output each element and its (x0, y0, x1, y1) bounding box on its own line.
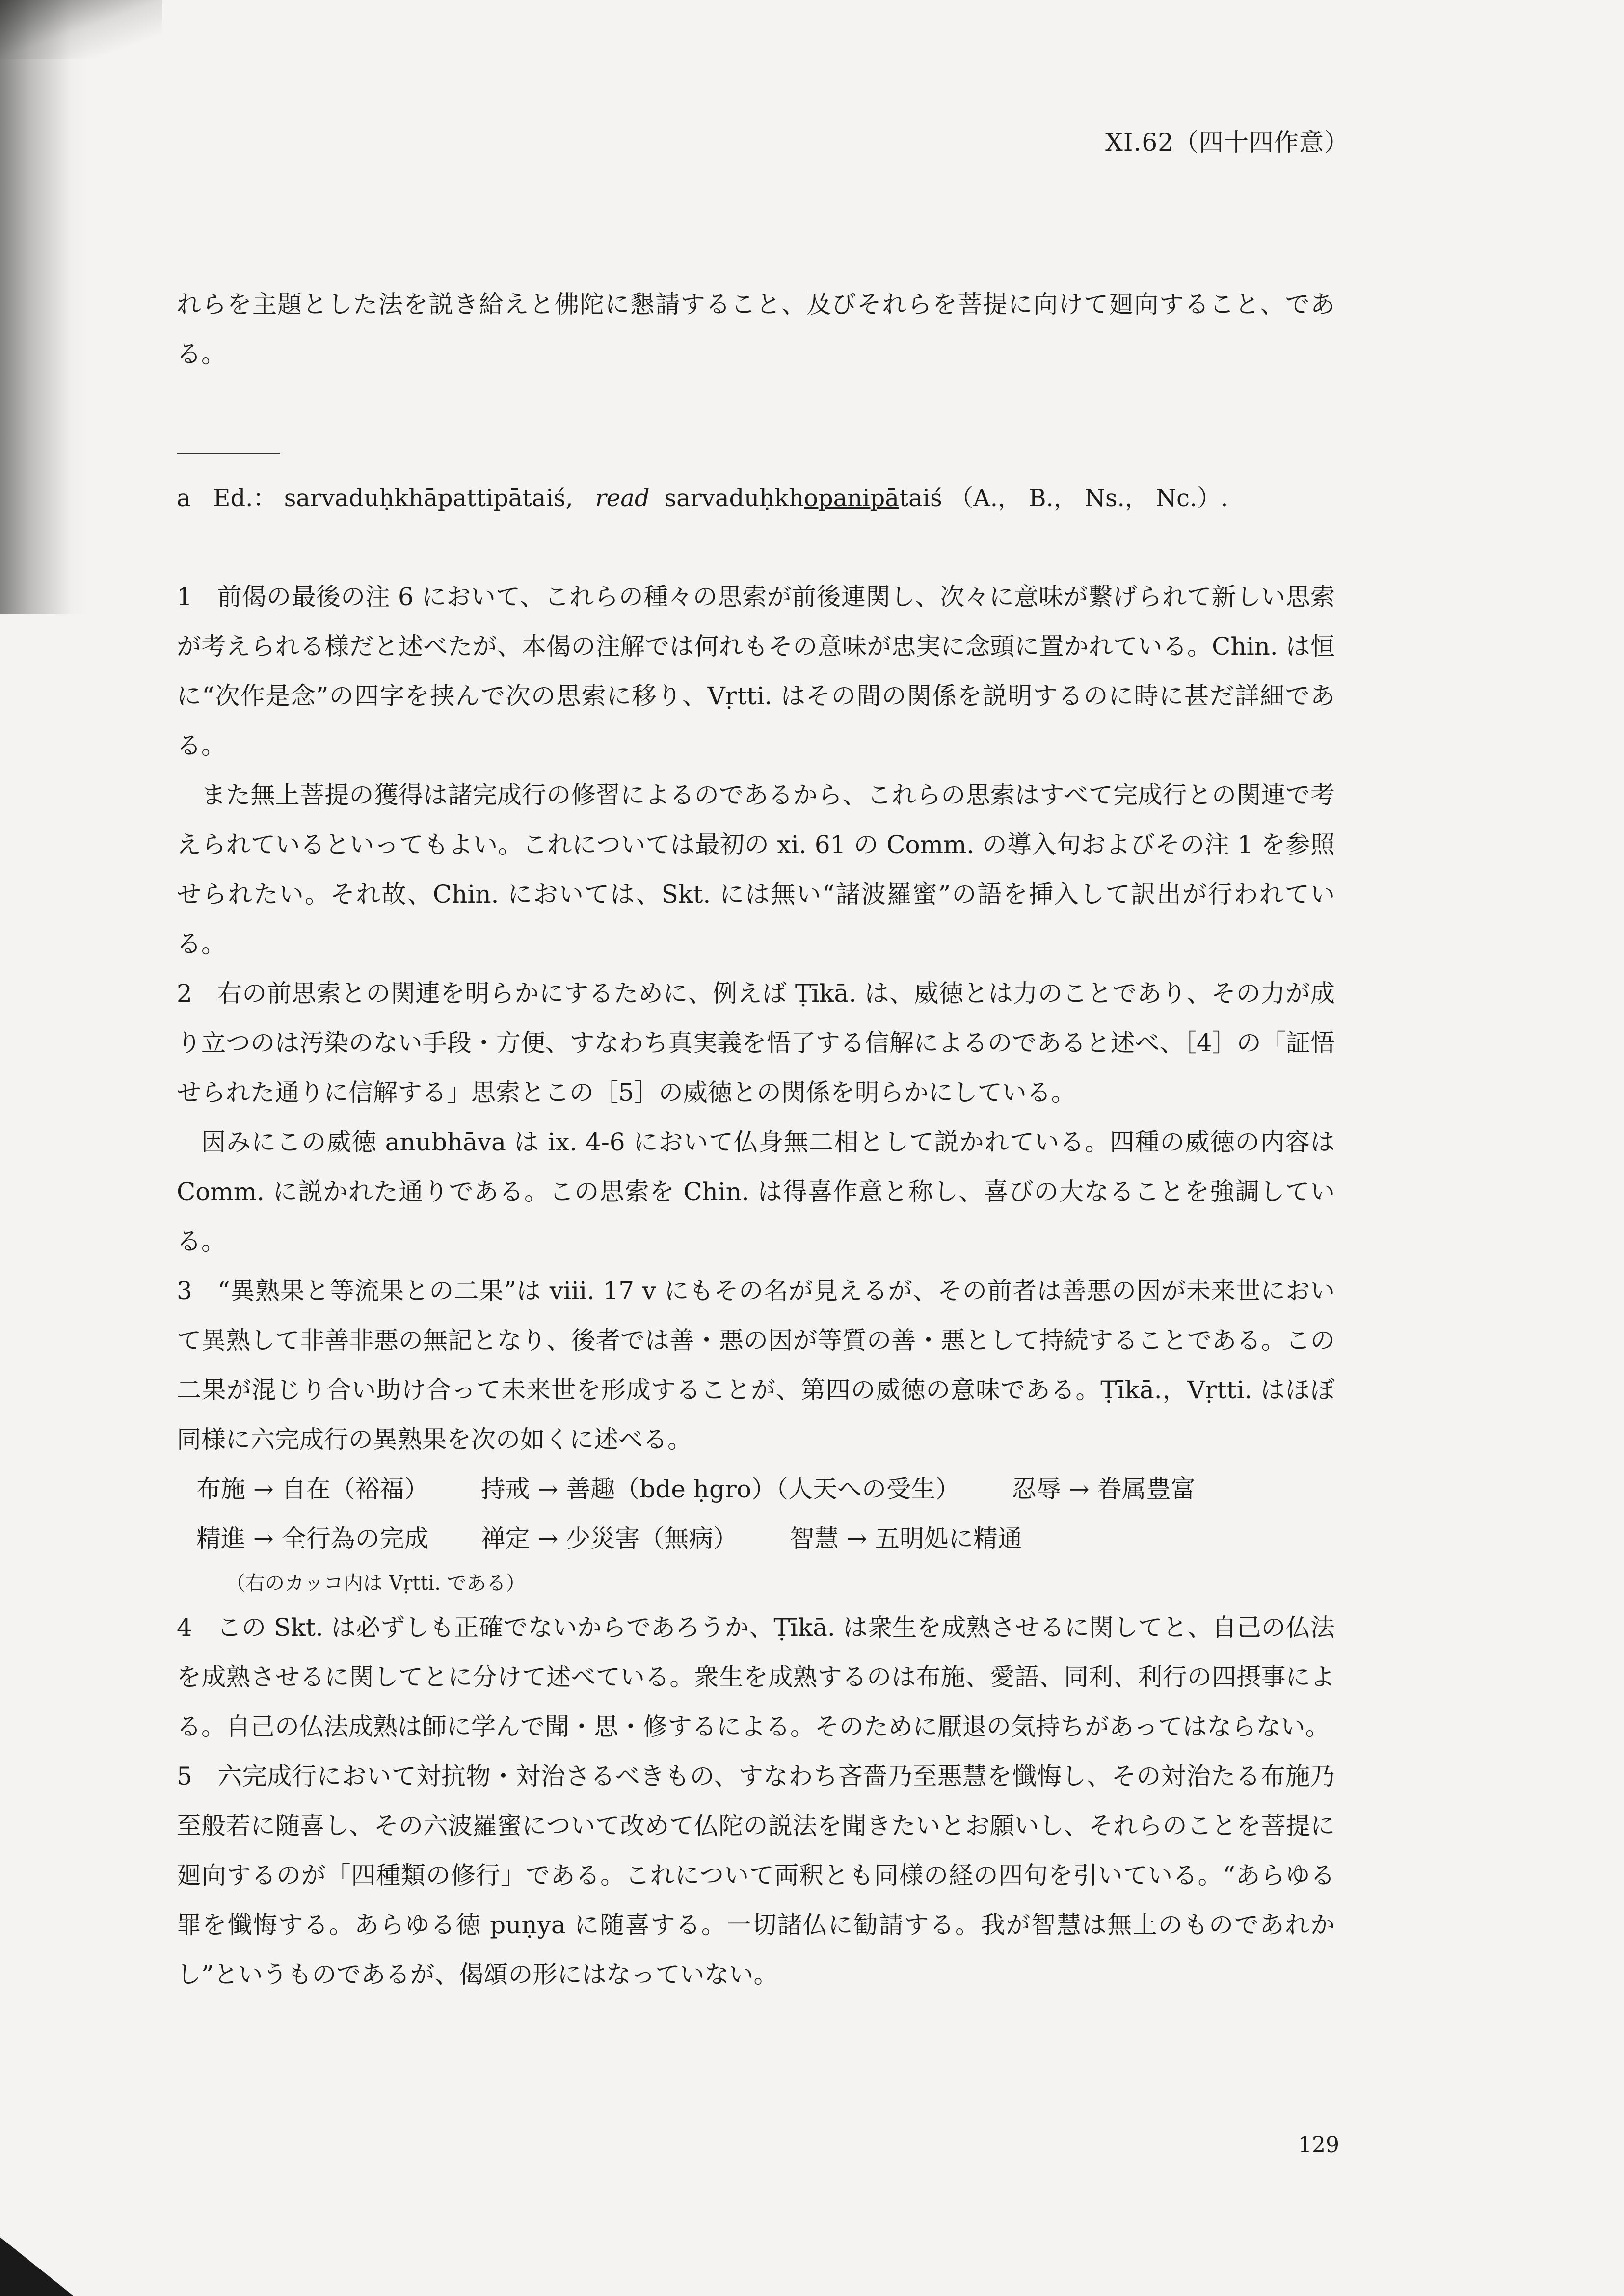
footnote-divider (177, 453, 280, 454)
mapping-item: 精進 → 全行為の完成 (196, 1524, 429, 1553)
note-4-paragraph-1: 4 この Skt. は必ずしも正確でないからであろうか、Ṭīkā. は衆生を成熟させるに関してと、自己の仏法を成熟させるに関してとに分けて述べている。衆生を成熟するのは布施、愛語、同利、利行の四摂事による。自己の仏法成熟は師に学んで聞・思・修するによる。そのために厭退の気持ちがあってはならない。 (177, 1613, 1335, 1741)
footnote-a-ed-reading: sarvaduḥkhāpattipātaiś, (284, 484, 573, 512)
mapping-item: 布施 → 自在（裕福） (196, 1475, 429, 1503)
footnote-a-read-word: read (595, 484, 650, 512)
page-content (177, 280, 1335, 2000)
footnote-a-witnesses: （A.， B.， Ns.， Nc.）. (950, 484, 1228, 512)
note-2-paragraph-2: 因みにこの威徳 anubhāva は ix. 4-6 において仏身無二相として説かれている。四種の威徳の内容は Comm. に説かれた通りである。この思索を Chin. は得喜作意と称し、喜びの大なることを強調している。 (177, 1128, 1335, 1255)
footnote-a-label: a (177, 484, 191, 512)
note-5-paragraph-1: 5 六完成行において対抗物・対治さるべきもの、すなわち吝嗇乃至悪慧を懺悔し、その対治たる布施乃至般若に随喜し、その六波羅蜜について改めて仏陀の説法を聞きたいとお願いし、それらのことを菩提に廻向するのが「四種類の修行」である。これについて両釈とも同様の経の四句を引いている。“あらゆる罪を懺悔する。あらゆる徳 puṇya に随喜する。一切諸仏に勧請する。我が智慧は無上のものであれかし”というものであるが、偈頌の形にはなっていない。 (177, 1762, 1335, 1989)
note-3-paragraph-1: 3 “異熟果と等流果との二果”は viii. 17 v にもその名が見えるが、その前者は善悪の因が未来世において異熟して非善非悪の無記となり、後者では善・悪の因が等質の善・悪として持続することである。この二果が混じり合い助け合って未来世を形成することが、第四の威徳の意味である。Ṭīkā.，Vṛtti. はほぼ同様に六完成行の異熟果を次の如くに述べる。 (177, 1277, 1335, 1454)
note-1-paragraph-1: 1 前偈の最後の注 6 において、これらの種々の思索が前後連関し、次々に意味が繋げられて新しい思索が考えられる様だと述べたが、本偈の注解では何れもその意味が忠実に念頭に置かれている。Chin. は恒に“次作是念”の四字を挟んで次の思索に移り、Vṛtti. はその間の関係を説明するのに時に甚だ詳細である。 (177, 583, 1335, 760)
note-1-paragraph-2: また無上菩提の獲得は諸完成行の修習によるのであるから、これらの思索はすべて完成行との関連で考えられているといってもよい。これについては最初の xi. 61 の Comm. の導入句およびその注 1 を参照せられたい。それ故、Chin. においては、Skt. には無い“諸波羅蜜”の語を挿入して訳出が行われている。 (177, 781, 1335, 958)
mapping-item: 智慧 → 五明処に精通 (790, 1524, 1022, 1553)
footnote-a-ed: Ed.： (213, 484, 277, 512)
mapping-item: 持戒 → 善趣（bde ḥgro）（人天への受生） (480, 1475, 960, 1503)
mapping-item: 禅定 → 少災害（無病） (480, 1524, 738, 1553)
intro-paragraph: れらを主題とした法を説き給えと佛陀に懇請すること、及びそれらを菩提に向けて廻向すること、である。 (177, 290, 1335, 368)
mapping-line-2 (177, 1514, 1335, 1564)
mapping-line-1 (177, 1465, 1335, 1514)
running-header: XI.62（四十四作意） (1105, 128, 1349, 157)
scan-shadow-left (0, 0, 88, 614)
footnote-a-read-pre: sarvaduḥkh (664, 484, 804, 512)
footnote-a (177, 474, 1335, 523)
footnote-a-read-post: taiś (899, 484, 942, 512)
note-2-paragraph-1: 2 右の前思索との関連を明らかにするために、例えば Ṭīkā. は、威徳とは力のことであり、その力が成り立つのは汚染のない手段・方便、すなわち真実義を悟了する信解によるのであると述べ、［4］の「証悟せられた通りに信解する」思索とこの［5］の威徳との関係を明らかにしている。 (177, 979, 1335, 1107)
mapping-item: 忍辱 → 眷属豊富 (1012, 1475, 1196, 1503)
page-number: 129 (1298, 2133, 1339, 2158)
mapping-note: （右のカッコ内は Vṛtti. である） (226, 1572, 526, 1595)
scan-corner-mark (0, 2237, 74, 2296)
footnote-a-read-underlined: opanipā (804, 484, 899, 512)
scan-shadow-top (0, 0, 162, 59)
